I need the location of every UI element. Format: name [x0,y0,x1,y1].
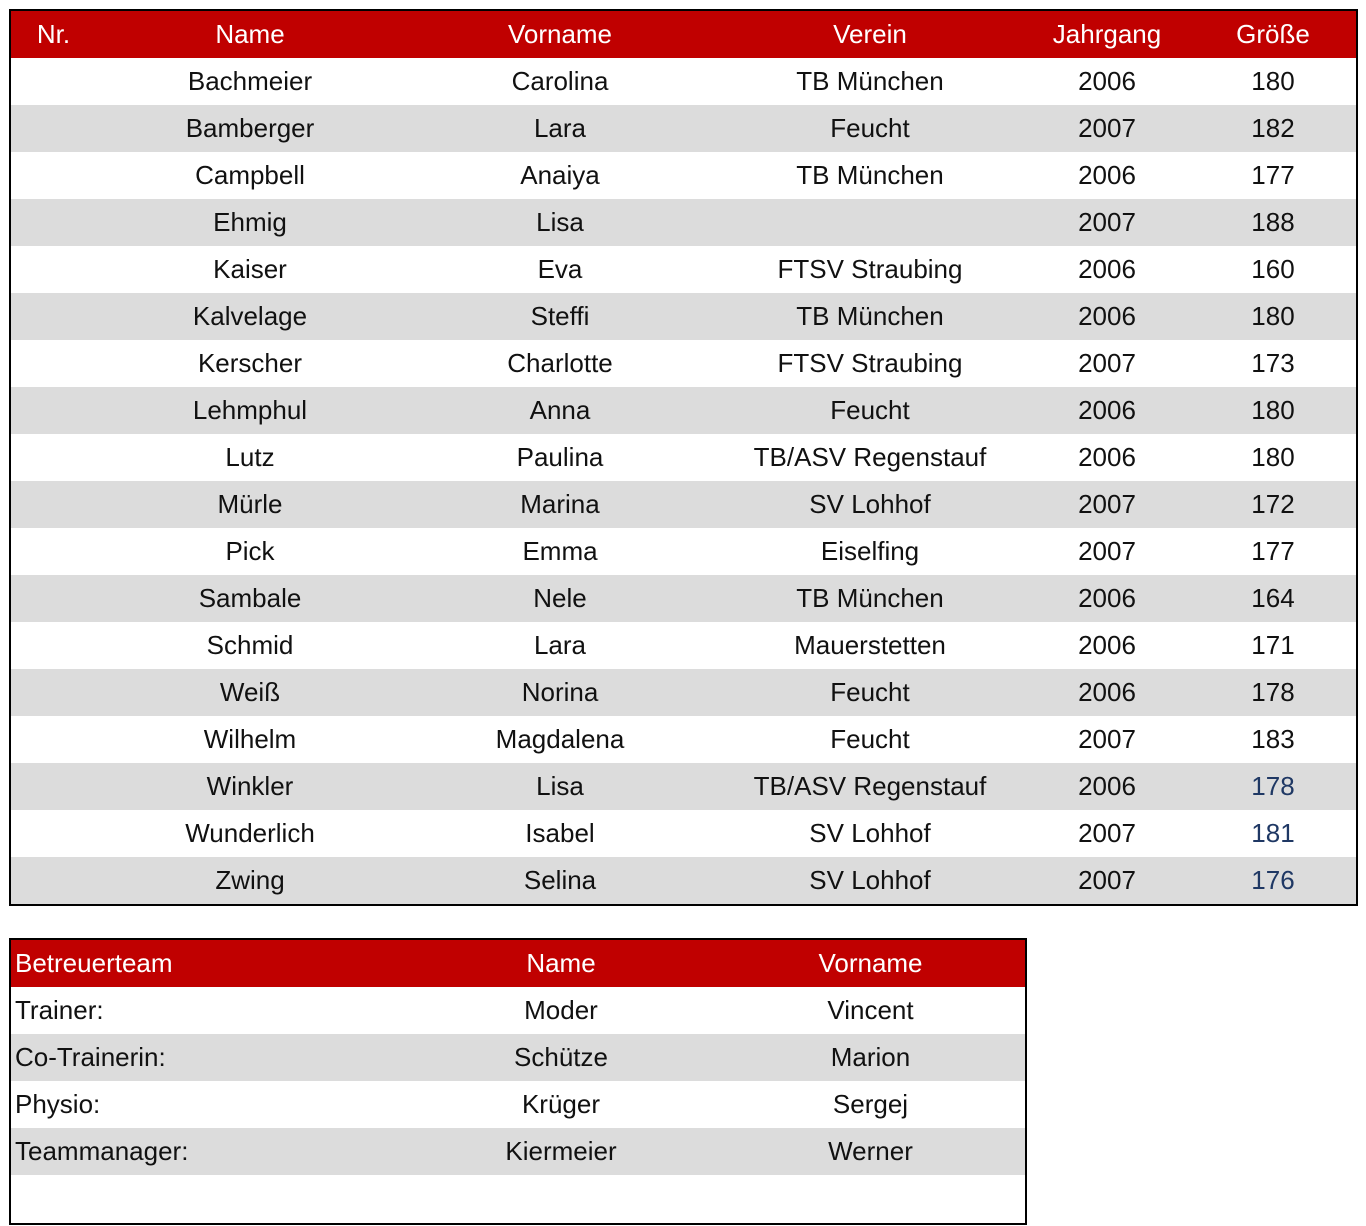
header-groesse: Größe [1190,10,1357,58]
cell-groesse: 173 [1251,348,1295,378]
cell-verein: SV Lohhof [809,818,931,848]
cell-groesse: 180 [1251,66,1295,96]
cell-name: Lutz [225,442,275,472]
staff-header-row [10,939,1026,987]
cell-jahrgang: 2007 [1078,818,1136,848]
header-vorname: Vorname [404,10,716,58]
cell-role: Teammanager: [10,1128,406,1175]
cell-groesse: 180 [1190,293,1357,340]
cell-jahrgang: 2006 [1024,763,1190,810]
cell-vorname: Selina [404,857,716,905]
cell-vorname: Isabel [525,818,595,848]
cell-jahrgang: 2007 [1078,724,1136,754]
cell-name: Krüger [521,1089,601,1119]
cell-verein: TB/ASV Regenstauf [753,442,987,472]
cell-nr [10,763,96,810]
cell-jahrgang: 2006 [1078,66,1136,96]
cell-nr [10,857,96,905]
cell-verein: Feucht [716,387,1024,434]
cell-role: Trainer: [15,995,104,1025]
cell-role: Co-Trainerin: [10,1034,406,1081]
cell-nr [10,340,96,387]
cell-groesse: 176 [1190,857,1357,905]
cell-vorname: Lara [404,105,716,152]
cell-jahrgang: 2007 [1024,105,1190,152]
cell-vorname: Marion [716,1034,1026,1081]
cell-jahrgang: 2006 [1024,669,1190,716]
cell-nr [10,199,96,246]
header-betreuerteam: Betreuerteam [10,939,406,987]
cell-jahrgang: 2007 [1024,199,1190,246]
cell-vorname: Eva [537,254,583,284]
cell-nr [10,246,96,293]
cell-nr [10,528,96,575]
cell-groesse: 182 [1190,105,1357,152]
cell-nr [10,481,96,528]
cell-name: Lehmphul [96,387,404,434]
cell-nr [10,810,96,857]
cell-verein: Eiselfing [820,536,920,566]
cell-groesse: 177 [1251,160,1295,190]
cell-jahrgang: 2006 [1024,387,1190,434]
cell-jahrgang: 2006 [1078,442,1136,472]
cell-name: Moder [524,995,598,1025]
players-header-row [10,10,1357,58]
cell-vorname: Werner [716,1128,1026,1175]
cell-name: Ehmig [96,199,404,246]
cell-nr [10,293,96,340]
table-row [10,1128,1026,1175]
table-row [10,810,1357,857]
table-row [10,105,1357,152]
table-row [10,387,1357,434]
cell-jahrgang: 2007 [1078,536,1136,566]
cell-groesse: 188 [1190,199,1357,246]
cell-verein: SV Lohhof [716,857,1024,905]
cell-jahrgang: 2006 [1078,254,1136,284]
cell-nr [10,387,96,434]
table-row [10,293,1357,340]
cell-name: Zwing [96,857,404,905]
cell-verein: FTSV Straubing [777,348,963,378]
table-row [10,669,1357,716]
cell-groesse: 180 [1251,442,1295,472]
cell-name: Wilhelm [203,724,297,754]
table-row [10,716,1357,763]
cell-verein: Feucht [716,105,1024,152]
table-row [10,246,1357,293]
cell-groesse: 181 [1251,818,1295,848]
cell-groesse: 160 [1251,254,1295,284]
empty-cell [716,1175,1026,1224]
header-vorname: Vorname [716,939,1026,987]
cell-nr [10,622,96,669]
cell-name: Weiß [96,669,404,716]
cell-groesse: 172 [1190,481,1357,528]
cell-vorname: Anaiya [520,160,600,190]
cell-vorname: Magdalena [495,724,625,754]
cell-groesse: 171 [1251,630,1295,660]
cell-vorname: Marina [404,481,716,528]
cell-groesse: 177 [1251,536,1295,566]
table-row [10,575,1357,622]
cell-role: Physio: [15,1089,101,1119]
table-row [10,199,1357,246]
header-verein: Verein [716,10,1024,58]
cell-vorname: Carolina [511,66,609,96]
table-row [10,857,1357,905]
table-row [10,987,1026,1034]
cell-verein: TB München [796,160,944,190]
cell-groesse: 183 [1251,724,1295,754]
cell-vorname: Lisa [404,199,716,246]
staff-table [9,938,1027,1225]
cell-jahrgang: 2007 [1024,481,1190,528]
cell-verein: FTSV Straubing [777,254,963,284]
cell-jahrgang: 2006 [1078,160,1136,190]
cell-name: Kalvelage [96,293,404,340]
cell-name: Pick [225,536,275,566]
table-row [10,152,1357,199]
cell-nr [10,669,96,716]
cell-nr [10,575,96,622]
cell-name: Winkler [96,763,404,810]
empty-row [10,1175,1026,1224]
players-table [9,9,1358,906]
cell-name: Schmid [206,630,294,660]
cell-verein: TB/ASV Regenstauf [716,763,1024,810]
cell-vorname: Vincent [827,995,914,1025]
table-row [10,481,1357,528]
cell-vorname: Steffi [404,293,716,340]
cell-verein: TB München [716,575,1024,622]
cell-name: Wunderlich [185,818,315,848]
cell-nr [10,716,96,763]
header-jahrgang: Jahrgang [1024,10,1190,58]
cell-vorname: Anna [404,387,716,434]
table-row [10,763,1357,810]
cell-name: Kerscher [197,348,303,378]
table-row [10,1034,1026,1081]
cell-name: Bamberger [96,105,404,152]
table-row [10,528,1357,575]
cell-groesse: 180 [1190,387,1357,434]
cell-name: Campbell [195,160,305,190]
cell-vorname: Lara [533,630,587,660]
cell-verein: TB München [716,293,1024,340]
cell-groesse: 178 [1190,763,1357,810]
table-row [10,58,1357,105]
cell-jahrgang: 2006 [1024,293,1190,340]
cell-groesse: 178 [1190,669,1357,716]
cell-jahrgang: 2007 [1078,348,1136,378]
cell-name: Schütze [406,1034,716,1081]
cell-groesse: 164 [1190,575,1357,622]
cell-vorname: Charlotte [507,348,613,378]
cell-vorname: Lisa [404,763,716,810]
table-row [10,1081,1026,1128]
cell-jahrgang: 2006 [1078,630,1136,660]
table-row [10,434,1357,481]
cell-vorname: Emma [522,536,598,566]
empty-cell [10,1175,406,1224]
cell-jahrgang: 2006 [1024,575,1190,622]
cell-nr [10,434,96,481]
table-row [10,622,1357,669]
cell-verein [716,199,1024,246]
empty-cell [406,1175,716,1224]
cell-name: Sambale [96,575,404,622]
cell-name: Mürle [96,481,404,528]
cell-jahrgang: 2007 [1024,857,1190,905]
cell-vorname: Nele [404,575,716,622]
table-row [10,340,1357,387]
cell-verein: TB München [796,66,944,96]
cell-nr [10,152,96,199]
header-nr: Nr. [10,10,96,58]
cell-name: Bachmeier [187,66,313,96]
cell-vorname: Paulina [516,442,604,472]
header-name: Name [406,939,716,987]
header-name: Name [96,10,404,58]
cell-nr [10,58,96,105]
cell-verein: Mauerstetten [794,630,946,660]
cell-vorname: Norina [404,669,716,716]
cell-name: Kiermeier [406,1128,716,1175]
cell-verein: SV Lohhof [716,481,1024,528]
cell-verein: Feucht [716,669,1024,716]
cell-vorname: Sergej [832,1089,909,1119]
cell-verein: Feucht [830,724,910,754]
cell-nr [10,105,96,152]
cell-name: Kaiser [213,254,287,284]
